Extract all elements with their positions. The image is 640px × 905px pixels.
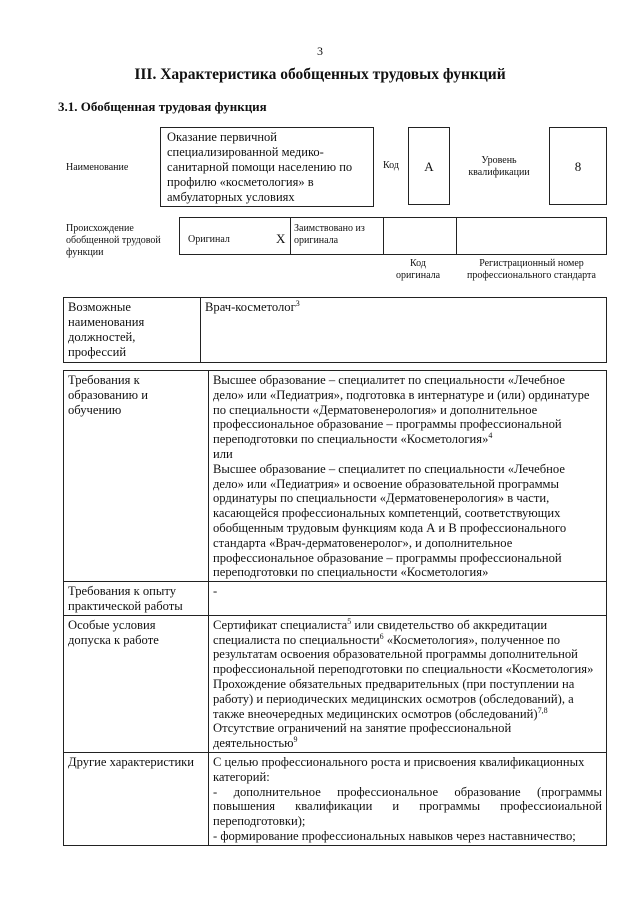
text-segment: по специальности «Дерматовенерология» и дополнительное <box>213 402 538 417</box>
text-line <box>213 551 602 566</box>
function-name-box <box>160 127 374 207</box>
text-segment: - <box>213 584 218 599</box>
text-segment: дело» или «Педиатрия» и освоение образовательной программы <box>213 476 559 491</box>
footnote-ref: 7,8 <box>537 705 548 715</box>
label-line: Особые условия <box>68 617 156 632</box>
requirement-label <box>64 371 209 582</box>
requirement-value <box>209 615 607 752</box>
text-segment: работу) и периодических медицинских осмотров (обследований), а <box>213 691 574 706</box>
borrowed-label <box>294 223 365 247</box>
label-line: профессий <box>68 345 127 359</box>
text-line <box>213 432 602 447</box>
text-segment: результатам освоения образовательной программы дополнительной <box>213 647 578 662</box>
text-line <box>213 814 602 829</box>
text-segment: ординатуры по специальности «Дерматовенерология» в части, <box>213 491 550 506</box>
requirement-label <box>64 752 209 845</box>
table-row <box>64 298 607 363</box>
text-segment: Прохождение обязательных предварительных (при поступлении на <box>213 676 575 691</box>
caption-line: профессионального стандарта <box>467 270 596 281</box>
text-line <box>213 736 602 751</box>
text-line <box>213 373 602 388</box>
text-line <box>213 536 602 551</box>
text-line <box>213 618 602 633</box>
text-line <box>213 584 602 599</box>
divider <box>383 218 384 254</box>
label-line: обучению <box>68 402 122 417</box>
text-segment: - формирование профессиональных навыков через наставничество; <box>213 828 576 843</box>
requirement-value <box>209 582 607 616</box>
text-line <box>213 647 602 662</box>
function-name-line: санитарной помощи населению по <box>167 160 353 174</box>
text-segment: Высшее образование – специалитет по специальности «Лечебное <box>213 373 565 387</box>
label-line: практической работы <box>68 598 183 613</box>
original-label: Оригинал <box>188 234 230 245</box>
origin-label <box>66 223 161 259</box>
text-segment: или свидетельство об аккредитации <box>351 617 548 632</box>
text-line <box>213 799 602 814</box>
code-original-caption <box>380 258 456 282</box>
text-line <box>213 417 602 432</box>
text-line <box>213 721 602 736</box>
text-segment: категорий: <box>213 769 270 784</box>
footnote-ref: 6 <box>379 631 384 641</box>
section-title: III. Характеристика обобщенных трудовых функций <box>134 66 506 83</box>
label-line: Требования к <box>68 373 140 387</box>
text-segment: профессиональное образование – программы профессиональной <box>213 550 562 565</box>
text-line <box>213 707 602 722</box>
text-line <box>213 829 602 844</box>
text-segment: обобщенным трудовым функциям кода А и В профессионального <box>213 520 567 535</box>
function-name-line: Оказание первичной <box>167 130 277 144</box>
text-line <box>213 447 602 462</box>
level-label-line: квалификации <box>468 167 530 178</box>
text-segment: переподготовки по специальности «Косметология» <box>213 565 489 580</box>
text-segment: переподготовки по специальности «Косметология» <box>213 432 489 447</box>
caption-line: оригинала <box>395 270 441 281</box>
footnote-ref: 4 <box>488 431 493 440</box>
text-segment: или <box>213 446 233 461</box>
label-line: допуска к работе <box>68 632 159 647</box>
caption-line: Код <box>410 258 426 269</box>
borrowed-label-line: Заимствовано из <box>294 223 365 234</box>
table-row <box>64 752 607 845</box>
label-line: наименования <box>68 315 145 329</box>
text-segment: С целью профессионального роста и присвоения квалификационных <box>213 754 585 769</box>
text-segment: дело» или «Педиатрия», подготовка в интернатуре и (или) ординатуре <box>213 387 590 402</box>
function-name-line: профилю «косметология» в <box>167 175 314 189</box>
text-segment: Сертификат специалиста <box>213 617 348 632</box>
text-segment: профессиональной переподготовки по специальности «Косметология» <box>213 662 594 677</box>
level-value: 8 <box>549 127 607 205</box>
text-segment: «Косметология», полученное по <box>383 632 561 647</box>
code-label: Код <box>383 160 399 171</box>
text-segment: повышения квалификации и программы профессиоиальной <box>213 799 602 814</box>
level-label <box>458 155 540 179</box>
table-row <box>64 371 607 582</box>
text-line <box>213 491 602 506</box>
label-line: Возможные <box>68 300 131 314</box>
label-line: Другие характеристики <box>68 754 195 769</box>
text-line <box>213 403 602 418</box>
reg-number-caption <box>456 258 607 282</box>
function-name-line: специализированной медико- <box>167 145 324 159</box>
text-line <box>213 388 602 403</box>
divider <box>456 218 457 254</box>
text-line <box>213 755 602 770</box>
text-segment: специалиста по специальности <box>213 632 380 647</box>
text-segment: стандарта «Врач-дерматовенеролог», и дополнительное <box>213 535 513 550</box>
positions-value <box>201 298 607 363</box>
text-segment: деятельностью <box>213 736 294 751</box>
positions-table <box>63 297 607 363</box>
text-line <box>213 785 602 800</box>
requirement-label <box>64 582 209 616</box>
text-segment: профессиональное образование – программы профессиональной <box>213 417 562 432</box>
label-line: должностей, <box>68 330 136 344</box>
table-row <box>64 615 607 752</box>
origin-label-line: обобщенной трудовой <box>66 235 161 246</box>
subsection-title: 3.1. Обобщенная трудовая функция <box>58 99 267 114</box>
text-line <box>213 521 602 536</box>
name-label: Наименование <box>66 162 129 173</box>
caption-line: Регистрационный номер <box>479 258 584 269</box>
footnote-ref: 5 <box>347 616 352 626</box>
divider <box>290 218 291 254</box>
footnote-ref: 9 <box>293 734 298 744</box>
text-segment: переподготовки); <box>213 814 306 829</box>
requirement-value <box>209 371 607 582</box>
text-segment: Высшее образование – специалитет по специальности «Лечебное <box>213 461 565 476</box>
text-line <box>213 462 602 477</box>
original-mark: X <box>276 231 286 246</box>
requirements-table <box>63 370 607 846</box>
text-line <box>213 692 602 707</box>
origin-table <box>179 217 607 255</box>
text-line <box>213 477 602 492</box>
table-row <box>64 582 607 616</box>
label-line: образованию и <box>68 387 148 402</box>
text-line <box>213 662 602 677</box>
text-line <box>213 506 602 521</box>
level-label-line: Уровень <box>481 155 517 166</box>
text-segment: Отсутствие ограничений на занятие профессиональной <box>213 721 512 736</box>
requirement-value <box>209 752 607 845</box>
origin-label-line: функции <box>66 247 104 258</box>
label-line: Требования к опыту <box>68 584 176 599</box>
function-name-line: амбулаторных условиях <box>167 190 295 204</box>
text-segment: также внеочередных медицинских осмотров (обследований) <box>213 706 538 721</box>
text-line <box>213 565 602 580</box>
code-value: А <box>408 127 450 205</box>
text-line <box>213 677 602 692</box>
origin-label-line: Происхождение <box>66 223 134 234</box>
text-segment: касающейся профессиональных компетенций, соответствующих <box>213 506 561 521</box>
text-line <box>213 633 602 648</box>
positions-label <box>64 298 201 363</box>
page-number: 3 <box>317 44 323 58</box>
footnote-ref: 3 <box>295 298 300 308</box>
requirement-label <box>64 615 209 752</box>
position-name: Врач-косметолог <box>205 300 296 314</box>
borrowed-label-line: оригинала <box>294 235 339 246</box>
text-segment: - дополнительное профессиональное образование (программы <box>213 784 602 799</box>
text-line <box>213 770 602 785</box>
